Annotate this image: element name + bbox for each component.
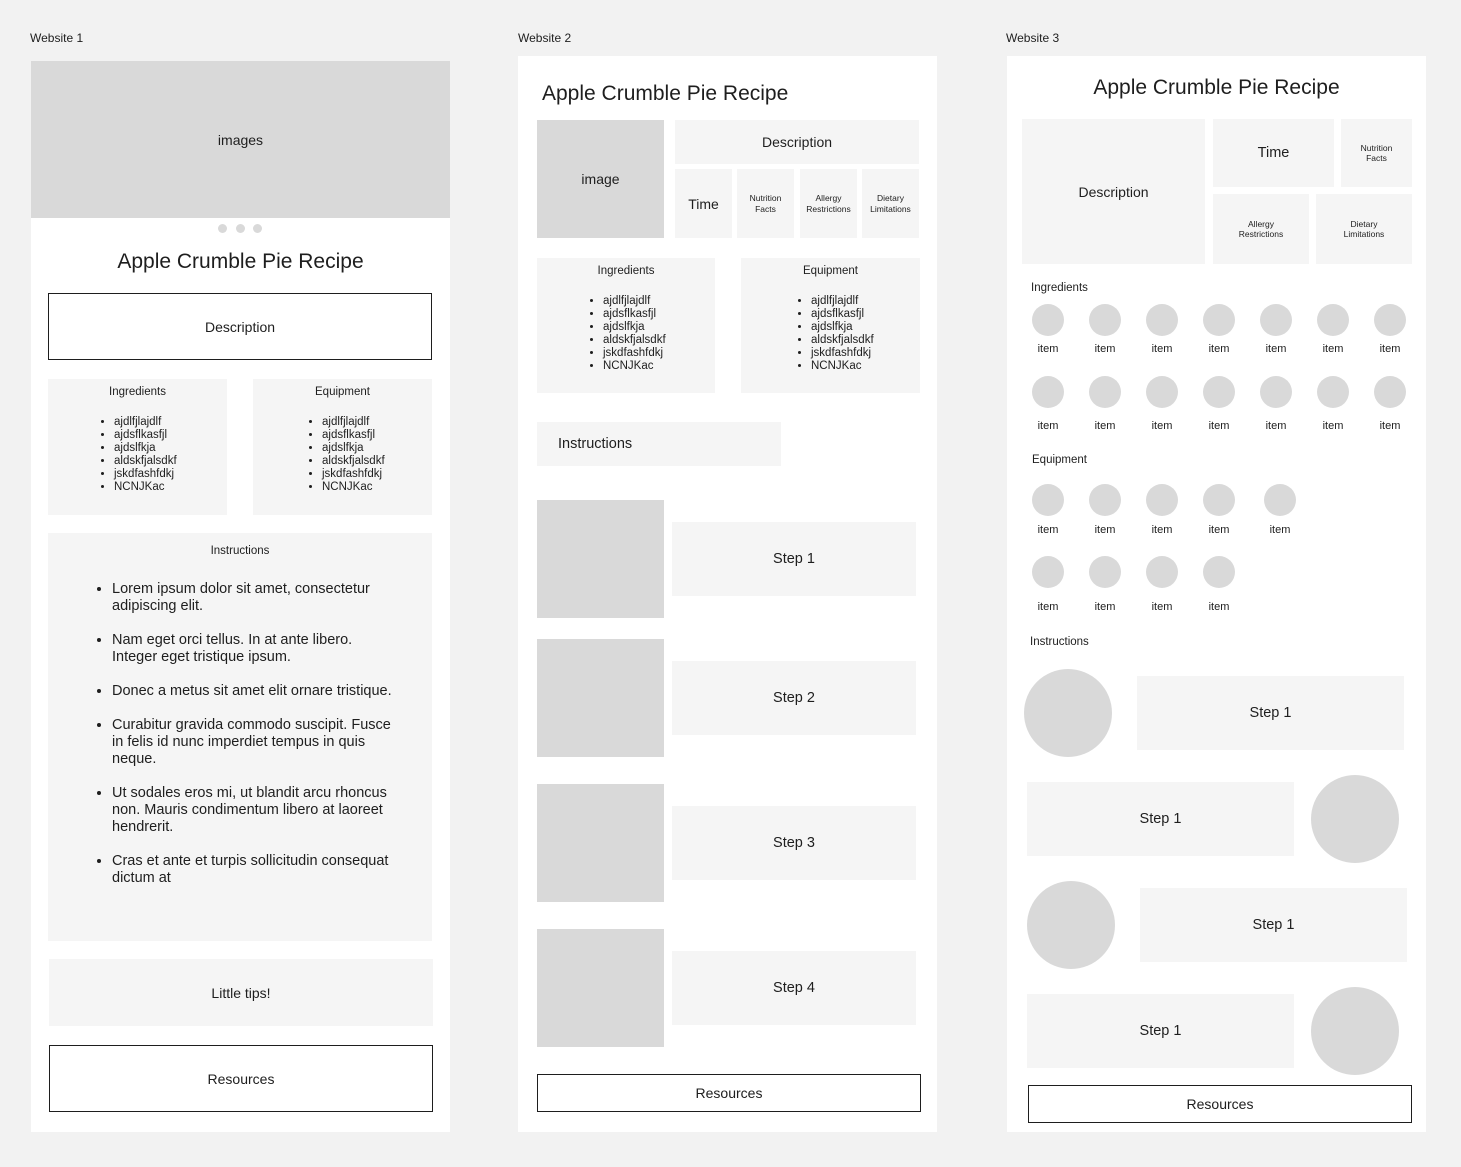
step-card-1[interactable] <box>1137 676 1404 750</box>
list-item: • jskdfashfdkj <box>603 347 715 360</box>
carousel-dot-3[interactable] <box>253 224 262 233</box>
ingredient-item-label: item <box>1151 343 1173 355</box>
carousel-dot-1[interactable] <box>218 224 227 233</box>
list-item: • Curabitur gravida commodo suscipit. Fusce in felis id nunc imperdiet tempus in quis neque. <box>112 717 394 768</box>
frame-label-website-1: Website 1 <box>30 31 84 45</box>
dietary-limitations-label: Dietary Limitations <box>1343 218 1385 239</box>
ingredient-item-label: item <box>1379 420 1401 432</box>
instructions-title: Instructions <box>210 545 270 557</box>
ingredient-item-label: item <box>1037 343 1059 355</box>
step-card-3[interactable] <box>672 806 916 880</box>
step-card-3[interactable] <box>1140 888 1407 962</box>
ingredient-item-label: item <box>1265 420 1287 432</box>
list-item: • ajdsflkasfjl <box>114 429 227 442</box>
equipment-item-circle[interactable] <box>1146 484 1178 516</box>
image-carousel[interactable] <box>31 61 450 218</box>
equipment-item-label: item <box>1094 601 1116 613</box>
description-box[interactable] <box>1022 119 1205 264</box>
list-item: • ajdslfkja <box>322 442 432 455</box>
ingredient-item-label: item <box>1094 420 1116 432</box>
step-image-4 <box>537 929 664 1047</box>
ingredients-list <box>587 295 715 373</box>
ingredient-item-label: item <box>1208 420 1230 432</box>
equipment-title: Equipment <box>315 386 370 398</box>
step-image-circle-2 <box>1311 775 1399 863</box>
list-item: • Lorem ipsum dolor sit amet, consectetur adipiscing elit. <box>112 581 394 615</box>
list-item: • Cras et ante et turpis sollicitudin consequat dictum at <box>112 853 394 887</box>
recipe-image <box>537 120 664 238</box>
description-label: Description <box>1078 183 1149 200</box>
list-item: • ajdsflkasfjl <box>811 308 920 321</box>
equipment-item-circle[interactable] <box>1032 556 1064 588</box>
ingredients-list <box>98 416 227 494</box>
equipment-title: Equipment <box>1032 454 1087 466</box>
page-title: Apple Crumble Pie Recipe <box>1093 76 1340 99</box>
step-label: Step 1 <box>1249 705 1292 721</box>
ingredient-item-label: item <box>1094 343 1116 355</box>
resources-button[interactable] <box>49 1045 433 1112</box>
step-image-2 <box>537 639 664 757</box>
list-item: • ajdsflkasfjl <box>603 308 715 321</box>
ingredient-item-circle[interactable] <box>1032 304 1064 336</box>
equipment-list <box>306 416 432 494</box>
equipment-item-circle[interactable] <box>1032 484 1064 516</box>
step-card-2[interactable] <box>672 661 916 735</box>
instructions-title: Instructions <box>558 436 633 452</box>
nutrition-facts-box[interactable] <box>737 169 794 238</box>
equipment-item-label: item <box>1094 524 1116 536</box>
equipment-item-circle[interactable] <box>1089 556 1121 588</box>
resources-button[interactable] <box>537 1074 921 1112</box>
ingredient-item-label: item <box>1151 420 1173 432</box>
allergy-restrictions-label: Allergy Restrictions <box>806 193 851 214</box>
equipment-item-label: item <box>1269 524 1291 536</box>
ingredient-item-label: item <box>1265 343 1287 355</box>
list-item: • ajdlfjlajdlf <box>322 416 432 429</box>
ingredient-item-circle[interactable] <box>1203 304 1235 336</box>
resources-label: Resources <box>207 1070 275 1087</box>
equipment-item-label: item <box>1208 601 1230 613</box>
instructions-list <box>94 581 394 887</box>
list-item: • jskdfashfdkj <box>322 468 432 481</box>
step-image-3 <box>537 784 664 902</box>
equipment-item-circle[interactable] <box>1146 556 1178 588</box>
equipment-panel <box>741 258 920 393</box>
dietary-limitations-box[interactable] <box>862 169 919 238</box>
ingredients-title: Ingredients <box>1031 282 1088 294</box>
list-item: • NCNJKac <box>811 360 920 373</box>
nutrition-facts-box[interactable] <box>1341 119 1412 187</box>
ingredient-item-circle[interactable] <box>1260 376 1292 408</box>
ingredient-item-circle[interactable] <box>1374 376 1406 408</box>
list-item: • ajdslfkja <box>114 442 227 455</box>
list-item: • Nam eget orci tellus. In at ante libero. Integer eget tristique ipsum. <box>112 632 394 666</box>
time-box[interactable] <box>675 169 732 238</box>
equipment-item-label: item <box>1037 524 1059 536</box>
list-item: • jskdfashfdkj <box>114 468 227 481</box>
image-label: image <box>581 171 620 187</box>
list-item: • NCNJKac <box>114 481 227 494</box>
list-item: • NCNJKac <box>322 481 432 494</box>
equipment-item-label: item <box>1151 524 1173 536</box>
step-label: Step 1 <box>1252 917 1295 933</box>
step-image-1 <box>537 500 664 618</box>
equipment-item-label: item <box>1151 601 1173 613</box>
equipment-list <box>795 295 920 373</box>
list-item: • Donec a metus sit amet elit ornare tristique. <box>112 683 394 700</box>
list-item: • ajdlfjlajdlf <box>114 416 227 429</box>
list-item: • NCNJKac <box>603 360 715 373</box>
description-label: Description <box>761 134 833 150</box>
ingredient-item-label: item <box>1379 343 1401 355</box>
step-label: Step 3 <box>773 835 815 851</box>
nutrition-facts-label: Nutrition Facts <box>749 193 782 214</box>
ingredient-item-circle[interactable] <box>1317 304 1349 336</box>
ingredients-panel <box>48 379 227 515</box>
description-label: Description <box>204 318 276 335</box>
equipment-item-label: item <box>1037 601 1059 613</box>
list-item: • ajdlfjlajdlf <box>603 295 715 308</box>
ingredient-item-label: item <box>1322 343 1344 355</box>
ingredient-item-label: item <box>1037 420 1059 432</box>
time-label: Time <box>1257 145 1290 161</box>
equipment-item-circle[interactable] <box>1203 556 1235 588</box>
ingredients-title: Ingredients <box>597 265 655 277</box>
ingredient-item-circle[interactable] <box>1146 376 1178 408</box>
equipment-item-circle[interactable] <box>1089 484 1121 516</box>
allergy-restrictions-box[interactable] <box>800 169 857 238</box>
allergy-restrictions-box[interactable] <box>1213 194 1309 264</box>
list-item: • aldskfjalsdkf <box>603 334 715 347</box>
ingredient-item-circle[interactable] <box>1374 304 1406 336</box>
equipment-item-circle[interactable] <box>1264 484 1296 516</box>
ingredient-item-circle[interactable] <box>1317 376 1349 408</box>
list-item: • Ut sodales eros mi, ut blandit arcu rhoncus non. Mauris condimentum libero at laoreet hendrerit. <box>112 785 394 836</box>
resources-label: Resources <box>695 1085 763 1101</box>
dietary-limitations-box[interactable] <box>1316 194 1412 264</box>
instructions-header <box>537 422 781 466</box>
step-label: Step 4 <box>773 980 815 996</box>
step-card-2[interactable] <box>1027 782 1294 856</box>
instructions-title: Instructions <box>1030 636 1089 648</box>
list-item: • aldskfjalsdkf <box>114 455 227 468</box>
list-item: • ajdslfkja <box>811 321 920 334</box>
resources-button[interactable] <box>1028 1085 1412 1123</box>
page-title: Apple Crumble Pie Recipe <box>542 82 789 105</box>
ingredient-item-circle[interactable] <box>1203 376 1235 408</box>
equipment-item-label: item <box>1208 524 1230 536</box>
instructions-panel <box>48 533 432 941</box>
dietary-limitations-label: Dietary Limitations <box>870 193 911 214</box>
ingredient-item-label: item <box>1208 343 1230 355</box>
description-box[interactable] <box>48 293 432 360</box>
resources-label: Resources <box>1186 1096 1254 1112</box>
step-image-circle-3 <box>1027 881 1115 969</box>
list-item: • ajdsflkasfjl <box>322 429 432 442</box>
time-box[interactable] <box>1213 119 1334 187</box>
step-card-4[interactable] <box>1027 994 1294 1068</box>
step-label: Step 1 <box>1139 811 1182 827</box>
list-item: • ajdslfkja <box>603 321 715 334</box>
page-title: Apple Crumble Pie Recipe <box>117 250 364 273</box>
ingredient-item-label: item <box>1322 420 1344 432</box>
time-label: Time <box>688 195 719 212</box>
step-label: Step 1 <box>1139 1023 1182 1039</box>
step-image-circle-1 <box>1024 669 1112 757</box>
nutrition-facts-label: Nutrition Facts <box>1360 142 1393 163</box>
step-image-circle-4 <box>1311 987 1399 1075</box>
carousel-dot-2[interactable] <box>236 224 245 233</box>
list-item: • aldskfjalsdkf <box>322 455 432 468</box>
step-label: Step 1 <box>773 551 815 567</box>
equipment-panel <box>253 379 432 515</box>
step-card-4[interactable] <box>672 951 916 1025</box>
frame-label-website-2: Website 2 <box>518 31 572 45</box>
ingredient-item-circle[interactable] <box>1146 304 1178 336</box>
allergy-restrictions-label: Allergy Restrictions <box>1238 218 1284 239</box>
ingredients-title: Ingredients <box>109 386 166 398</box>
description-box[interactable] <box>675 120 919 164</box>
ingredients-panel <box>537 258 715 393</box>
list-item: • aldskfjalsdkf <box>811 334 920 347</box>
list-item: • jskdfashfdkj <box>811 347 920 360</box>
carousel-label: images <box>217 131 264 148</box>
tips-label: Little tips! <box>211 984 271 1001</box>
step-label: Step 2 <box>773 690 815 706</box>
ingredient-item-circle[interactable] <box>1089 304 1121 336</box>
frame-label-website-3: Website 3 <box>1006 31 1060 45</box>
ingredient-item-circle[interactable] <box>1089 376 1121 408</box>
equipment-item-circle[interactable] <box>1203 484 1235 516</box>
step-card-1[interactable] <box>672 522 916 596</box>
ingredient-item-circle[interactable] <box>1032 376 1064 408</box>
list-item: • ajdlfjlajdlf <box>811 295 920 308</box>
tips-box[interactable] <box>49 959 433 1026</box>
equipment-title: Equipment <box>803 265 858 277</box>
ingredient-item-circle[interactable] <box>1260 304 1292 336</box>
